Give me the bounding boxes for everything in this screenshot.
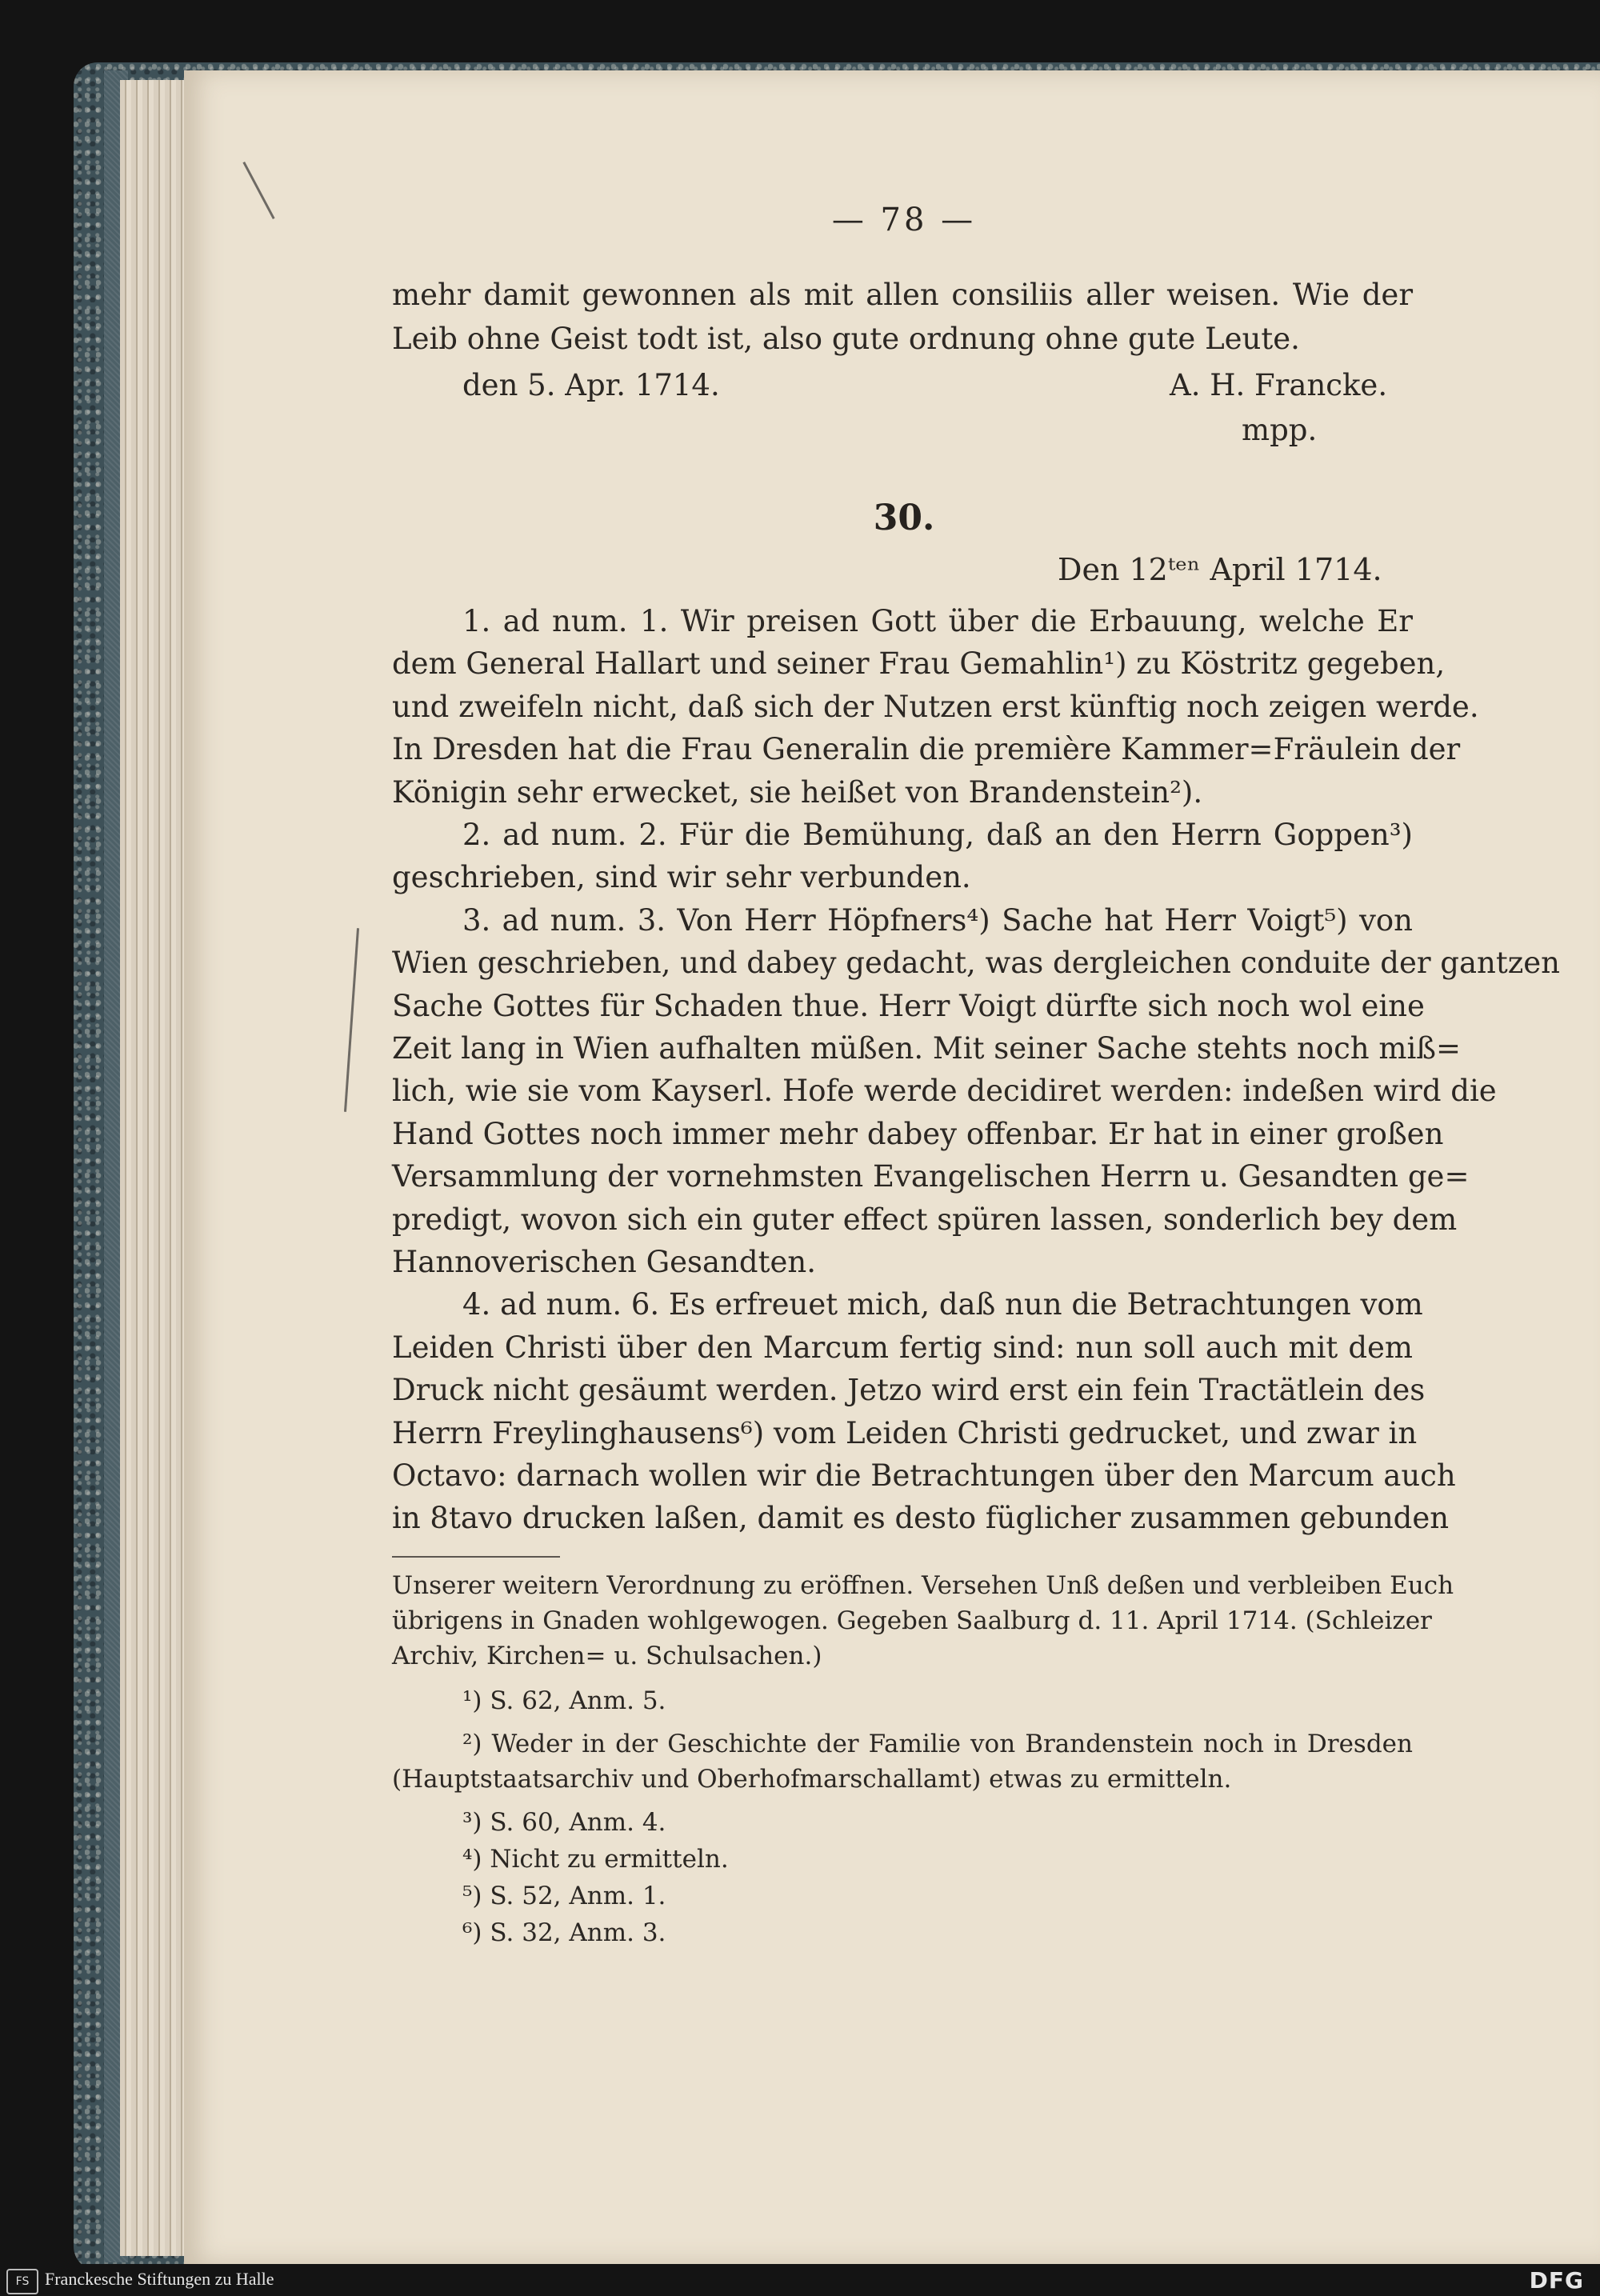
footnote-2-continued: (Hauptstaatsarchiv und Oberhofmarschallamt) etwas zu ermitteln. bbox=[392, 1765, 1232, 1794]
body-line: Hand Gottes noch immer mehr dabey offenbar. Er hat in einer großen bbox=[392, 1117, 1444, 1151]
body-line: lich, wie sie vom Kayserl. Hofe werde decidiret werden: indeßen wird die bbox=[392, 1074, 1497, 1108]
body-line: Königin sehr erwecket, sie heißet von Brandenstein²). bbox=[392, 775, 1203, 810]
institution-logo: FS bbox=[6, 2269, 38, 2294]
body-line: Leiden Christi über den Marcum fertig sind: nun soll auch mit dem bbox=[392, 1330, 1413, 1365]
signature-suffix: mpp. bbox=[1242, 413, 1318, 447]
footnote-3: ³) S. 60, Anm. 4. bbox=[462, 1808, 666, 1837]
footnote-2: ²) Weder in der Geschichte der Familie von Brandenstein noch in Dresden bbox=[462, 1730, 1413, 1758]
body-line: 3. ad num. 3. Von Herr Höpfners⁴) Sache hat Herr Voigt⁵) von bbox=[462, 903, 1413, 938]
body-line: 2. ad num. 2. Für die Bemühung, daß an den Herrn Goppen³) bbox=[462, 818, 1413, 852]
body-line: Hannoverischen Gesandten. bbox=[392, 1245, 816, 1279]
letter-signature: A. H. Francke. bbox=[1170, 368, 1388, 402]
section-number: 30. bbox=[873, 498, 935, 538]
page-number: — 78 — bbox=[831, 202, 977, 238]
body-line: geschrieben, sind wir sehr verbunden. bbox=[392, 860, 971, 894]
footer-bar bbox=[0, 2264, 1600, 2296]
body-line: Herrn Freylinghausens⁶) vom Leiden Christi gedrucket, und zwar in bbox=[392, 1416, 1418, 1450]
footnote-4: ⁴) Nicht zu ermitteln. bbox=[462, 1845, 729, 1874]
footnote-1: ¹) S. 62, Anm. 5. bbox=[462, 1686, 666, 1715]
footnote-6: ⁶) S. 32, Anm. 3. bbox=[462, 1918, 666, 1947]
body-line: dem General Hallart und seiner Frau Gemahlin¹) zu Köstritz gegeben, bbox=[392, 646, 1446, 681]
body-line: Sache Gottes für Schaden thue. Herr Voigt dürfte sich noch wol eine bbox=[392, 989, 1425, 1023]
section-dateline: Den 12ᵗᵉⁿ April 1714. bbox=[1058, 552, 1382, 587]
opening-line-2: Leib ohne Geist todt ist, also gute ordnung ohne gute Leute. bbox=[392, 322, 1300, 356]
body-line: und zweifeln nicht, daß sich der Nutzen erst künftig noch zeigen werde. bbox=[392, 690, 1479, 724]
letter-date: den 5. Apr. 1714. bbox=[462, 368, 720, 402]
body-line: Druck nicht gesäumt werden. Jetzo wird erst ein fein Tractätlein des bbox=[392, 1373, 1426, 1407]
footnote-continuation-line: Unserer weitern Verordnung zu eröffnen. Versehen Unß deßen und verbleiben Euch bbox=[392, 1571, 1454, 1600]
body-line: Zeit lang in Wien aufhalten müßen. Mit seiner Sache stehts noch miß= bbox=[392, 1031, 1462, 1066]
footnote-5: ⁵) S. 52, Anm. 1. bbox=[462, 1882, 666, 1910]
body-line: Wien geschrieben, und dabey gedacht, was dergleichen conduite der gantzen bbox=[392, 946, 1560, 980]
body-line: 4. ad num. 6. Es erfreuet mich, daß nun die Betrachtungen vom bbox=[462, 1287, 1423, 1322]
opening-line-1: mehr damit gewonnen als mit allen consiliis aller weisen. Wie der bbox=[392, 278, 1413, 312]
institution-name: Franckesche Stiftungen zu Halle bbox=[45, 2269, 274, 2289]
footnote-separator bbox=[392, 1556, 560, 1558]
body-line: in 8tavo drucken laßen, damit es desto füglicher zusammen gebunden bbox=[392, 1501, 1450, 1535]
body-line: Versammlung der vornehmsten Evangelischen Herrn u. Gesandten ge= bbox=[392, 1159, 1470, 1194]
body-line: Octavo: darnach wollen wir die Betrachtungen über den Marcum auch bbox=[392, 1458, 1456, 1493]
footnote-continuation-line: Archiv, Kirchen= u. Schulsachen.) bbox=[392, 1642, 822, 1670]
funder-logo: DFG bbox=[1529, 2267, 1584, 2294]
footnote-continuation-line: übrigens in Gnaden wohlgewogen. Gegeben Saalburg d. 11. April 1714. (Schleizer bbox=[392, 1606, 1432, 1635]
body-line: predigt, wovon sich ein guter effect spüren lassen, sonderlich bey dem bbox=[392, 1202, 1458, 1237]
body-line: 1. ad num. 1. Wir preisen Gott über die Erbauung, welche Er bbox=[462, 604, 1413, 638]
body-line: In Dresden hat die Frau Generalin die première Kammer=Fräulein der bbox=[392, 732, 1461, 766]
